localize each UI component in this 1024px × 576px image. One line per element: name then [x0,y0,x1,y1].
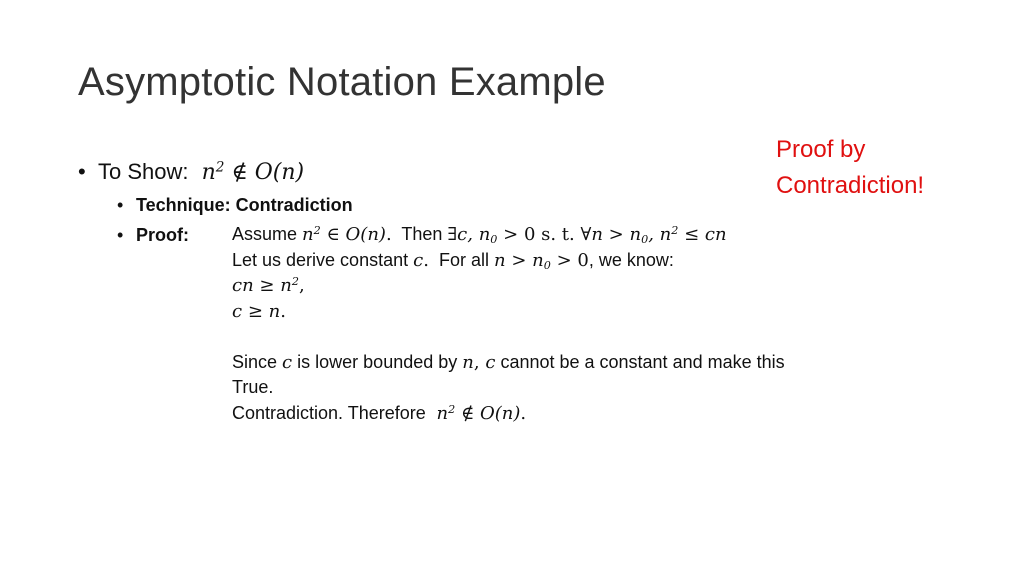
proof-math: $n^2$ ∈ O(n). [302,223,392,245]
proof-label: Proof: [136,225,189,245]
proof-math: $n > n_0 > 0$ [494,249,589,272]
callout-proof-by-contradiction [776,132,924,204]
bullet-technique [117,192,353,218]
bullet-dot-icon: • [117,195,124,215]
to-show-label: To Show: [98,159,189,184]
to-show-math: $n^2$ ∉ O(n) [194,159,305,185]
bullet-to-show [78,156,304,189]
proof-math: ∃c, $n_0 > 0$ s. t. ∀n > $n_0$, $n^2$ ≤ cn [447,223,727,246]
proof-line-3 [232,273,785,299]
proof-body [232,222,785,426]
proof-text: cannot be a constant and make this [500,351,785,372]
bullet-dot-icon: • [78,159,86,184]
proof-text: For all [438,249,489,270]
proof-line-5 [232,350,785,376]
proof-text: Since [232,351,278,372]
technique-label: Technique: Contradiction [136,195,353,215]
proof-math: cn ≥ $n^2$, [232,274,305,296]
proof-line-2 [232,248,785,274]
callout-line-2: Contradiction! [776,172,925,199]
proof-text: Assume [232,224,298,244]
bullet-proof [117,222,189,248]
proof-text: True. [232,377,274,397]
proof-math: $n^2$ ∉ O(n). [430,402,527,424]
slide-title: Asymptotic Notation Example [78,60,606,104]
proof-text: , we know: [588,249,674,270]
proof-spacer [232,324,785,350]
proof-math: c [282,351,293,373]
bullet-dot-icon: • [117,225,124,245]
proof-line-1 [232,222,785,248]
callout-line-1: Proof by [776,136,866,163]
proof-text: Then [401,224,443,244]
proof-text: is lower bounded by [297,351,458,372]
proof-line-7 [232,401,785,427]
proof-line-4 [232,299,785,325]
proof-text: Contradiction. Therefore [232,402,426,423]
proof-math: c ≥ n. [232,300,286,322]
proof-math: n, c [462,351,496,373]
proof-math: c. [413,249,429,271]
proof-line-6 [232,375,785,401]
proof-text: Let us derive constant [232,249,409,270]
